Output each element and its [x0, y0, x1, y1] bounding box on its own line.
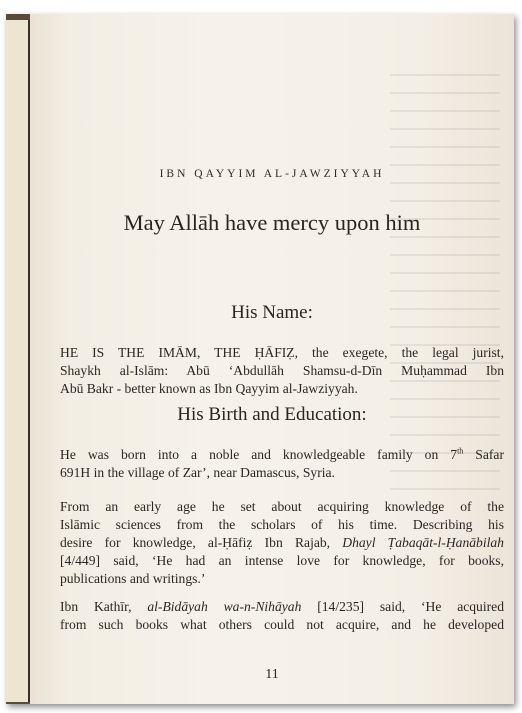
text-span: desire for knowledge, al-Ḥāfiẓ Ibn Rajab,	[60, 535, 343, 550]
superscript: th	[457, 446, 464, 456]
previous-page-edge	[6, 20, 30, 702]
text-line	[60, 446, 504, 464]
text-span: He was born into a noble and knowledgeable family on 7	[60, 447, 458, 462]
text-line: Shaykh al-Islām: Abū ‘Abdullāh Shamsu-d-Dīn Muḥammad Ibn	[60, 363, 504, 378]
chapter-title: May Allāh have mercy upon him	[123, 210, 421, 235]
paragraph-ibn-kathir	[60, 598, 504, 634]
text-line: From an early age he set about acquiring knowledge of the	[60, 499, 504, 514]
running-head: IBN QAYYIM AL-JAWZIYYAH	[159, 168, 385, 180]
text-line	[60, 598, 504, 616]
text-line: HE IS THE IMĀM, THE ḤĀFIẒ, the exegete, the legal jurist,	[60, 345, 504, 360]
text-line	[60, 534, 504, 552]
paragraph-education	[60, 498, 504, 588]
show-through-texture	[390, 74, 500, 494]
text-span: Safar	[463, 447, 504, 462]
book-title: al-Bidāyah wa-n-Nihāyah	[147, 599, 302, 614]
book-title: Dhayl Ṭabaqāt-l-Ḥanābilah	[342, 535, 504, 550]
section-heading-birth: His Birth and Education:	[177, 404, 367, 425]
text-line: Abū Bakr - better known as Ibn Qayyim al-Jawziyyah.	[60, 381, 358, 396]
page-number: 11	[265, 667, 279, 682]
page	[30, 14, 514, 704]
text-span: Ibn Kathīr,	[60, 599, 148, 614]
text-line: from such books what others could not acquire, and he developed	[60, 617, 504, 632]
section-heading-name: His Name:	[231, 302, 313, 323]
text-line: [4/449] said, ‘He had an intense love for knowledge, for books,	[60, 553, 504, 568]
paragraph-name	[60, 344, 504, 398]
text-line: Islāmic sciences from the scholars of his time. Describing his	[60, 517, 504, 532]
text-span: [14/235] said, ‘He acquired	[301, 599, 504, 614]
text-line: 691H in the village of Zar’, near Damascus, Syria.	[60, 465, 335, 480]
paragraph-birth	[60, 446, 504, 482]
text-line: publications and writings.’	[60, 571, 206, 586]
open-book	[6, 14, 514, 704]
